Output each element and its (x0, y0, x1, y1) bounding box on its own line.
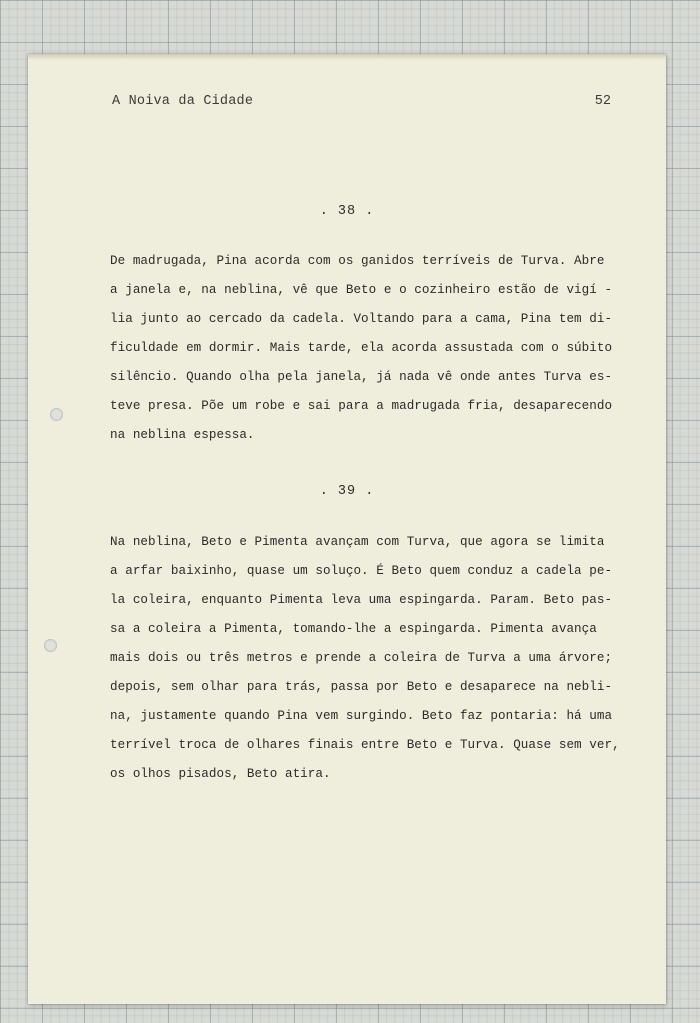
text-line: silêncio. Quando olha pela janela, já nada vê onde antes Turva es- (110, 370, 613, 384)
punch-hole-lower (44, 639, 57, 652)
scene-number-39: . 39 . (319, 484, 375, 499)
punch-hole-upper (50, 408, 63, 421)
scene-39-text (110, 528, 630, 789)
text-line: sa a coleira a Pimenta, tomando-lhe a espingarda. Pimenta avança (110, 622, 597, 636)
text-line: na neblina espessa. (110, 428, 255, 442)
text-line: lia junto ao cercado da cadela. Voltando para a cama, Pina tem di- (110, 312, 613, 326)
text-line: De madrugada, Pina acorda com os ganidos terríveis de Turva. Abre (110, 254, 605, 268)
text-line: la coleira, enquanto Pimenta leva uma espingarda. Param. Beto pas- (110, 593, 613, 607)
document-page (28, 54, 666, 1004)
text-line: a janela e, na neblina, vê que Beto e o cozinheiro estão de vigí - (110, 283, 613, 297)
text-line: terrível troca de olhares finais entre Beto e Turva. Quase sem ver, (110, 738, 620, 752)
text-line: na, justamente quando Pina vem surgindo. Beto faz pontaria: há uma (110, 709, 613, 723)
text-line: mais dois ou três metros e prende a coleira de Turva a uma árvore; (110, 651, 613, 665)
scene-38-text (110, 247, 630, 450)
text-line: teve presa. Põe um robe e sai para a madrugada fria, desaparecendo (110, 399, 613, 413)
text-line: ficuldade em dormir. Mais tarde, ela acorda assustada com o súbito (110, 341, 613, 355)
text-line: Na neblina, Beto e Pimenta avançam com Turva, que agora se limita (110, 535, 605, 549)
text-line: os olhos pisados, Beto atira. (110, 767, 331, 781)
document-title: A Noiva da Cidade (112, 94, 254, 109)
text-line: a arfar baixinho, quase um soluço. É Beto quem conduz a cadela pe- (110, 564, 613, 578)
scene-number-38: . 38 . (319, 204, 375, 219)
text-line: depois, sem olhar para trás, passa por Beto e desaparece na nebli- (110, 680, 613, 694)
page-number: 52 (594, 94, 611, 109)
